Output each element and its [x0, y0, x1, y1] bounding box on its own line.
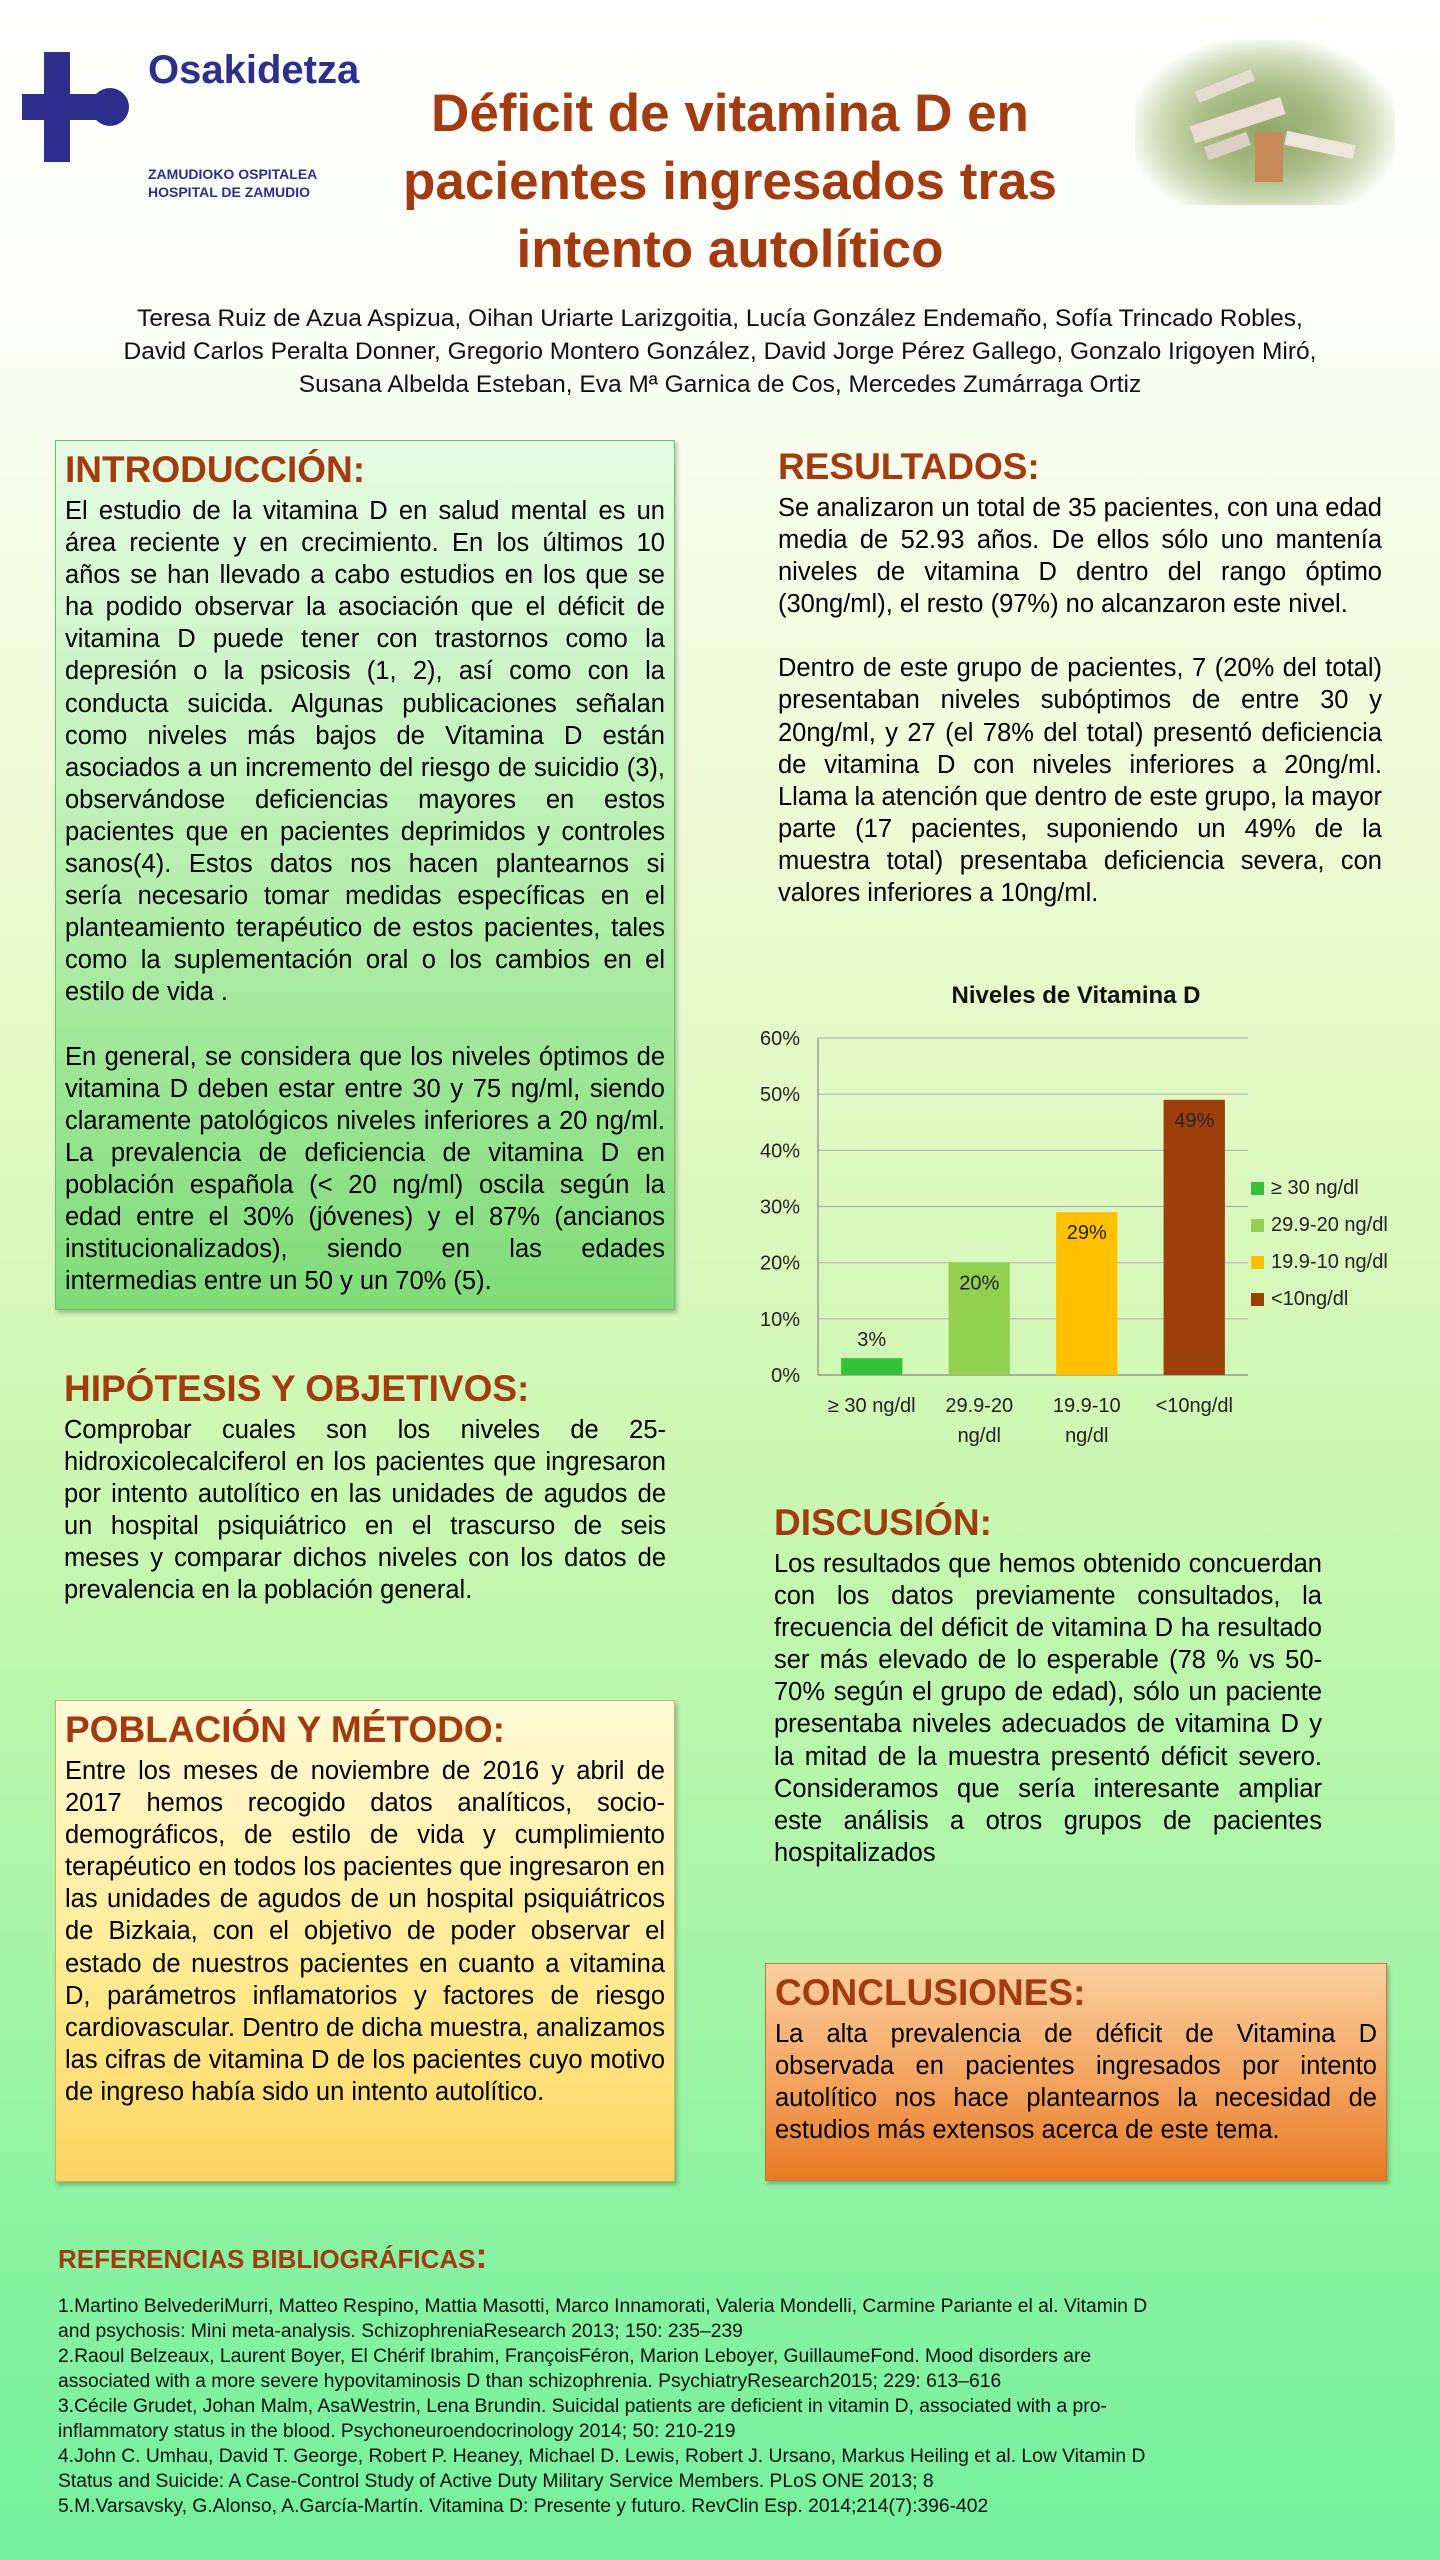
- poster-title: [330, 80, 1130, 284]
- reference-line: 1.Martino BelvederiMurri, Matteo Respino, Mattia Masotti, Marco Innamorati, Valeria Mondelli, Carmine Pariante el al. Vitamin D: [58, 2296, 1148, 2317]
- legend-label: 29.9-20 ng/dl: [1271, 1214, 1388, 1236]
- y-tick-label: 20%: [759, 1252, 800, 1275]
- brand-name: Osakidetza: [148, 48, 360, 92]
- title-line: pacientes ingresados tras: [403, 152, 1057, 211]
- results-paragraph: Dentro de este grupo de pacientes, 7 (20% del total) presentaban niveles subóptimos de entre 30 y 20ng/ml, y 27 (el 78% del total) presentó deficiencia de vitamina D con niveles inferiores a 20ng/ml. Llama la atención que dentro de este grupo, la mayor parte (17 pacientes, suponiendo un 49% de la muestra total) presentaba deficiencia severa, con valores inferiores a 10ng/ml.: [778, 654, 1382, 908]
- hypothesis-text: Comprobar cuales son los niveles de 25-hidroxicolecalciferol en los pacientes que ingresaron por intento autolítico en las unidades de agudos de un hospital psiquiátrico en el trascurso de seis meses y comparar dichos niveles con los datos de prevalencia en la población general.: [64, 1416, 666, 1605]
- x-category-label: 19.9-10: [1052, 1395, 1121, 1417]
- introduction-heading: INTRODUCCIÓN:: [65, 449, 366, 490]
- conclusions-heading: CONCLUSIONES:: [775, 1972, 1086, 2013]
- hospital-name-spanish: HOSPITAL DE ZAMUDIO: [148, 184, 311, 200]
- results-heading: RESULTADOS:: [778, 446, 1040, 487]
- y-tick-label: 10%: [759, 1308, 800, 1331]
- introduction-paragraph: El estudio de la vitamina D en salud mental es un área reciente y en crecimiento. En los últimos 10 años se han llevado a cabo estudios en los que se ha podido observar la asociación que el déficit de vitamina D puede tener con trastornos como la depresión o la psicosis (1, 2), así como con la conducta suicida. Algunas publicaciones señalan como niveles más bajos de Vitamina D están asociados a un incremento del riesgo de suicidio (3), observándose deficiencias mayores en estos pacientes que en pacientes deprimidos y controles sanos(4). Estos datos nos hacen plantearnos si sería necesario tomar medidas específicas en el planteamiento terapéutico de estos pacientes, tales como la suplementación oral o los cambios en el estilo de vida .: [65, 497, 665, 1007]
- hypothesis-heading: HIPÓTESIS Y OBJETIVOS:: [64, 1368, 530, 1409]
- discussion-text: Los resultados que hemos obtenido concuerdan con los datos previamente consultados, la frecuencia del déficit de vitamina D ha resultado ser más elevado de lo esperable (78 % vs 50-70% según el grupo de edad), sólo un paciente presentaba niveles adecuados de vitamina D y la mitad de la muestra presentó déficit severo. Consideramos que sería interesante ampliar este análisis a otros grupos de pacientes hospitalizados: [774, 1550, 1322, 1867]
- y-tick-label: 60%: [759, 1028, 800, 1050]
- references-list: [58, 2294, 1338, 2519]
- reference-line: 4.John C. Umhau, David T. George, Robert P. Heaney, Michael D. Lewis, Robert J. Ursano, Markus Heiling et al. Low Vitamin D: [58, 2446, 1146, 2467]
- title-line: intento autolítico: [516, 220, 944, 279]
- hypothesis-section: [64, 1368, 666, 1607]
- references-heading-colon: :: [475, 2235, 488, 2276]
- references-heading-text: REFERENCIAS BIBLIOGRÁFICAS: [58, 2244, 476, 2274]
- legend-swatch: [1251, 1219, 1264, 1232]
- reference-line: 2.Raoul Belzeaux, Laurent Boyer, El Chérif Ibrahim, FrançoisFéron, Marion Leboyer, GuillaumeFond. Mood disorders are: [58, 2346, 1092, 2367]
- title-line: Déficit de vitamina D en: [431, 84, 1029, 143]
- introduction-paragraph: En general, se considera que los niveles óptimos de vitamina D deben estar entre 30 y 75 ng/ml, siendo claramente patológicos niveles inferiores a 20 ng/ml. La prevalencia de deficiencia de vitamina D en población española (< 20 ng/ml) oscila según la edad entre el 30% (jóvenes) y el 87% (ancianos institucionalizados), siendo en las edades intermedias entre un 50 y un 70% (5).: [65, 1042, 665, 1296]
- legend-swatch: [1251, 1293, 1264, 1306]
- reference-line: 5.M.Varsavsky, G.Alonso, A.García-Martín. Vitamina D: Presente y futuro. RevClin Esp. 2014;214(7):396-402: [58, 2496, 989, 2517]
- x-category-label: <10ng/dl: [1155, 1395, 1233, 1417]
- y-tick-label: 40%: [759, 1140, 800, 1163]
- discussion-heading: DISCUSIÓN:: [774, 1502, 992, 1543]
- reference-line: Status and Suicide: A Case-Control Study of Active Duty Military Service Members. PLoS ONE 2013; 8: [58, 2471, 934, 2492]
- reference-line: and psychosis: Mini meta-analysis. SchizophreniaResearch 2013; 150: 235–239: [58, 2321, 743, 2342]
- population-method-box: [55, 1700, 675, 2182]
- legend-swatch: [1251, 1256, 1264, 1269]
- reference-line: 3.Cécile Grudet, Johan Malm, AsaWestrin, Lena Brundin. Suicidal patients are deficient in vitamin D, associated with a pro-: [58, 2396, 1107, 2417]
- authors-line: David Carlos Peralta Donner, Gregorio Montero González, David Jorge Pérez Gallego, Gonzalo Irigoyen Miró,: [123, 338, 1317, 365]
- x-category-label: 29.9-20: [945, 1395, 1014, 1417]
- conclusions-box: [765, 1963, 1387, 2181]
- authors: [40, 302, 1400, 401]
- legend-label: 19.9-10 ng/dl: [1271, 1251, 1388, 1273]
- x-category-label: ≥ 30 ng/dl: [827, 1395, 916, 1417]
- chart-title: Niveles de Vitamina D: [951, 982, 1201, 1009]
- bar-value-label: 29%: [1066, 1222, 1107, 1245]
- results-paragraph: Se analizaron un total de 35 pacientes, con una edad media de 52.93 años. De ellos sólo uno mantenía niveles de vitamina D dentro del rango óptimo (30ng/ml), el resto (97%) no alcanzaron este nivel.: [778, 494, 1382, 619]
- legend-label: ≥ 30 ng/dl: [1271, 1177, 1359, 1199]
- hospital-photo: [1135, 40, 1395, 205]
- x-category-label: ng/dl: [957, 1425, 1001, 1447]
- bar: [1164, 1100, 1225, 1375]
- bar-value-label: 20%: [959, 1272, 1000, 1295]
- reference-line: inflammatory status in the blood. Psychoneuroendocrinology 2014; 50: 210-219: [58, 2421, 736, 2442]
- authors-line: Susana Albelda Esteban, Eva Mª Garnica de Cos, Mercedes Zumárraga Ortiz: [298, 371, 1142, 398]
- introduction-box: [55, 440, 675, 1310]
- bar-value-label: 3%: [857, 1329, 887, 1352]
- x-category-label: ng/dl: [1065, 1425, 1109, 1447]
- legend-label: <10ng/dl: [1271, 1288, 1349, 1310]
- vitamin-d-bar-chart: [738, 970, 1408, 1460]
- y-tick-label: 50%: [759, 1084, 800, 1107]
- population-method-heading: POBLACIÓN Y MÉTODO:: [65, 1709, 505, 1750]
- bar-value-label: 49%: [1174, 1109, 1215, 1132]
- bar: [841, 1358, 902, 1375]
- references-heading: [58, 2235, 1338, 2280]
- hospital-logo: [22, 48, 382, 208]
- hospital-name-basque: ZAMUDIOKO OSPITALEA: [148, 166, 318, 182]
- reference-line: associated with a more severe hypovitaminosis D than schizophrenia. PsychiatryResearch2015; 229: 613–616: [58, 2371, 1002, 2392]
- population-method-text: Entre los meses de noviembre de 2016 y abril de 2017 hemos recogido datos analíticos, socio-demográficos, de estilo de vida y cumplimiento terapéutico en todos los pacientes que ingresaron en las unidades de agudos de un hospital psiquiátricos de Bizkaia, con el objetivo de poder observar el estado de nuestros pacientes en cuanto a vitamina D, parámetros inflamatorios y factores de riesgo cardiovascular. Dentro de dicha muestra, analizamos las cifras de vitamina D de los pacientes cuyo motivo de ingreso había sido un intento autolítico.: [65, 1757, 665, 2106]
- hospital-building-image: [1135, 40, 1395, 205]
- legend-swatch: [1251, 1182, 1264, 1195]
- y-tick-label: 0%: [771, 1365, 800, 1387]
- references-section: [58, 2235, 1338, 2519]
- discussion-section: [774, 1502, 1322, 1869]
- results-section: [778, 446, 1382, 909]
- conclusions-text: La alta prevalencia de déficit de Vitamina D observada en pacientes ingresados por intento autolítico nos hace plantearnos la necesidad de estudios más extensos acerca de este tema.: [775, 2020, 1377, 2145]
- osakidetza-logo-icon: [22, 52, 132, 162]
- authors-line: Teresa Ruiz de Azua Aspizua, Oihan Uriarte Larizgoitia, Lucía González Endemaño, Sofía Trincado Robles,: [137, 305, 1303, 332]
- y-tick-label: 30%: [759, 1196, 800, 1219]
